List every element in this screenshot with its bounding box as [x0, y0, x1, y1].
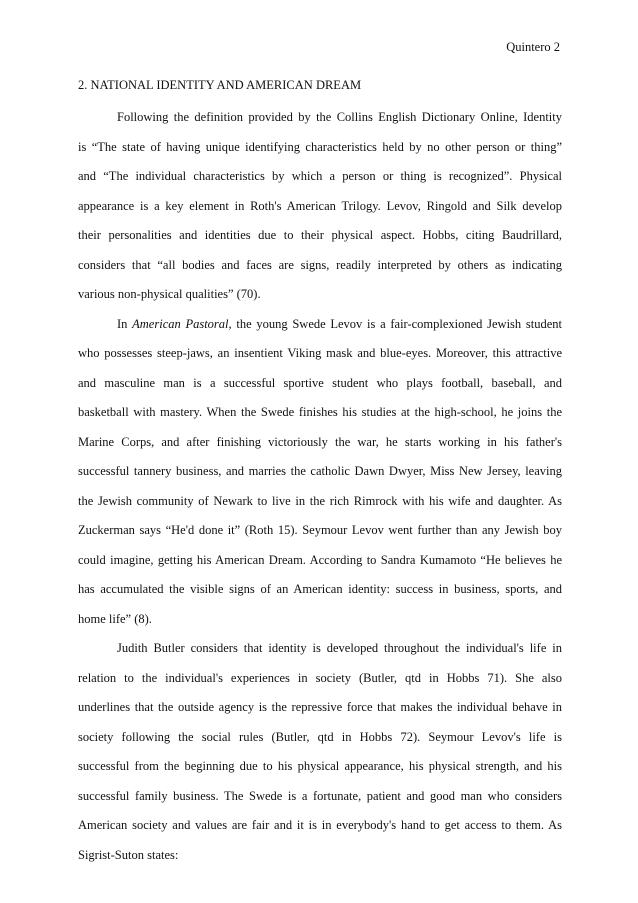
text-line: the Jewish community of Newark to live in the rich Rimrock with his wife and daughter. As: [78, 493, 562, 508]
text-line: underlines that the outside agency is the repressive force that makes the individual behave in: [78, 700, 562, 714]
text-line: and masculine man is a successful sportive student who plays football, baseball, and: [78, 375, 562, 390]
text-line: and “The individual characteristics by which a person or thing is recognized”. Physical: [78, 169, 562, 183]
text-line: could imagine, getting his American Dream. According to Sandra Kumamoto “He believes he: [78, 552, 562, 567]
text-line: successful from the beginning due to his physical appearance, his physical strength, and his: [78, 759, 562, 773]
text-line: Sigrist-Suton states:: [78, 847, 179, 862]
text-line: successful tannery business, and marries the catholic Dawn Dwyer, Miss New Jersey, leaving: [78, 464, 562, 478]
paragraph-2: [78, 310, 562, 635]
text-line: [78, 310, 562, 340]
text-line: society following the social rules (Butler, qtd in Hobbs 72). Seymour Levov's life is: [78, 729, 562, 744]
section-heading: 2. NATIONAL IDENTITY AND AMERICAN DREAM: [78, 78, 362, 92]
text-line: who possesses steep-jaws, an insentient Viking mask and blue-eyes. Moreover, this attractive: [78, 346, 562, 360]
text-line: has accumulated the visible signs of an American identity: success in business, sports, and: [78, 582, 562, 596]
text-line: considers that “all bodies and faces are signs, readily interpreted by others as indicating: [78, 257, 562, 272]
running-head: Quintero 2: [506, 40, 560, 54]
text-line: American society and values are fair and it is in everybody's hand to get access to them. As: [78, 818, 562, 832]
text-line: various non-physical qualities” (70).: [78, 287, 261, 301]
text-run: In: [117, 316, 133, 331]
text-line: Following the definition provided by the Collins English Dictionary Online, Identity: [117, 110, 562, 124]
body-text: [78, 103, 562, 870]
text-line: Judith Butler considers that identity is developed throughout the individual's life in: [117, 641, 562, 655]
book-title: American Pastoral: [132, 316, 229, 331]
text-line: successful family business. The Swede is a fortunate, patient and good man who considers: [78, 788, 562, 803]
text-line: home life” (8).: [78, 611, 152, 626]
text-line: Marine Corps, and after finishing victoriously the war, he starts working in his father's: [78, 434, 562, 449]
text-line: relation to the individual's experiences in society (Butler, qtd in Hobbs 71). She also: [78, 670, 562, 685]
text-line: Zuckerman says “He'd done it” (Roth 15). Seymour Levov went further than any Jewish boy: [78, 523, 562, 537]
paragraph-1: [78, 103, 562, 310]
text-line: their personalities and identities due to their physical aspect. Hobbs, citing Baudrillard,: [78, 228, 562, 242]
text-line: basketball with mastery. When the Swede finishes his studies at the high-school, he joins the: [78, 405, 562, 419]
text-line: is “The state of having unique identifying characteristics held by no other person or thing”: [78, 139, 562, 154]
paragraph-3: [78, 634, 562, 870]
text-line: appearance is a key element in Roth's American Trilogy. Levov, Ringold and Silk develop: [78, 198, 562, 213]
text-run: , the young Swede Levov is a fair-complexioned Jewish student: [228, 316, 562, 331]
